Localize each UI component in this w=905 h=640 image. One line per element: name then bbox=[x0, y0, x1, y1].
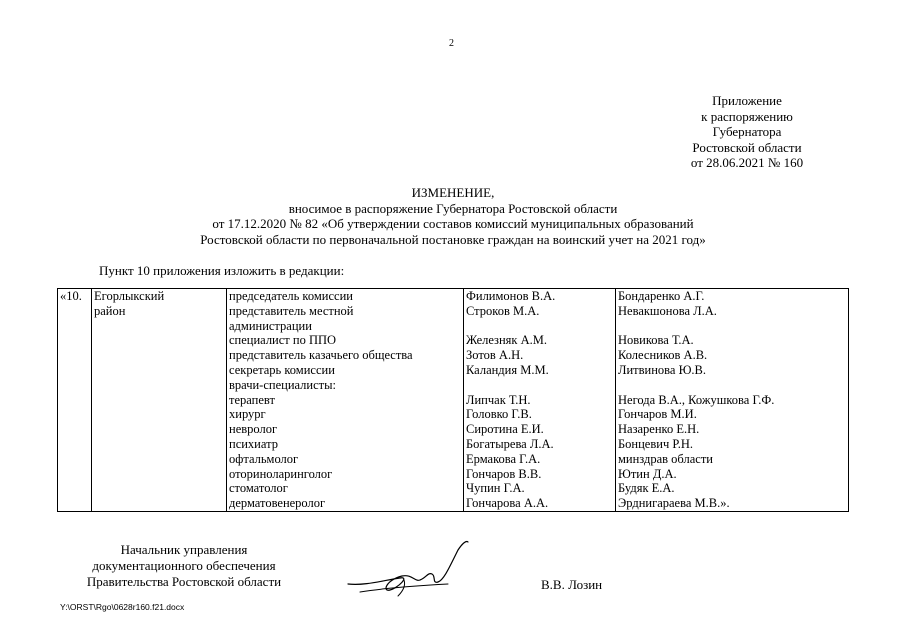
role-line: представитель казачьего общества bbox=[229, 348, 413, 363]
appendix-line: Ростовской области bbox=[692, 139, 802, 155]
appendix-line: Губернатора bbox=[712, 124, 782, 139]
deputy-name bbox=[618, 319, 846, 334]
deputy-name: Литвинова Ю.В. bbox=[618, 362, 707, 377]
heading-line: от 17.12.2020 № 82 «Об утверждении составов комиссий муниципальных образований bbox=[212, 216, 694, 231]
member-name: Гончарова А.А. bbox=[466, 496, 549, 511]
deputy-name: Гончаров М.И. bbox=[618, 407, 697, 422]
member-name: Чупин Г.А. bbox=[466, 481, 525, 496]
role-line: врачи-специалисты: bbox=[229, 377, 336, 392]
deputies-cell bbox=[616, 289, 849, 512]
member-name: Каландия М.М. bbox=[466, 362, 549, 377]
role-line: дерматовенеролог bbox=[229, 496, 326, 511]
deputy-name: Назаренко Е.Н. bbox=[618, 422, 700, 437]
role-line: председатель комиссии bbox=[229, 289, 353, 303]
deputy-name: Ютин Д.А. bbox=[618, 466, 677, 481]
deputy-name: Колесников А.В. bbox=[618, 348, 708, 363]
deputy-name: Невакшонова Л.А. bbox=[618, 303, 717, 318]
member-name: Зотов А.Н. bbox=[466, 348, 524, 363]
document-heading bbox=[80, 185, 826, 247]
members-cell bbox=[464, 289, 616, 512]
member-name: Головко Г.В. bbox=[466, 407, 532, 422]
signer-position bbox=[60, 542, 308, 589]
appendix-line: к распоряжению bbox=[701, 108, 793, 124]
signer-name: В.В. Лозин bbox=[541, 577, 603, 592]
deputy-name: Бонцевич Р.Н. bbox=[618, 436, 694, 451]
deputy-name: Эрднигараева М.В.». bbox=[618, 496, 730, 511]
role-line: администрации bbox=[229, 318, 312, 333]
role-line: психиатр bbox=[229, 436, 278, 451]
member-name bbox=[466, 378, 613, 393]
signer-position-line: документационного обеспечения bbox=[92, 557, 276, 573]
member-name: Богатырева Л.А. bbox=[466, 436, 554, 451]
deputy-name: Бондаренко А.Г. bbox=[618, 289, 705, 303]
heading-title: ИЗМЕНЕНИЕ, bbox=[411, 185, 495, 200]
role-line: специалист по ППО bbox=[229, 333, 337, 348]
table-row bbox=[58, 289, 849, 512]
district-line: Егорлыкский bbox=[94, 289, 165, 303]
signer-position-line: Начальник управления bbox=[120, 542, 248, 557]
district-line: район bbox=[94, 303, 126, 318]
district-cell bbox=[92, 289, 227, 512]
heading-line: Ростовской области по первоначальной постановке граждан на воинский учет на 2021 год» bbox=[200, 231, 706, 247]
role-line: офтальмолог bbox=[229, 451, 299, 466]
member-name: Ермакова Г.А. bbox=[466, 451, 541, 466]
commission-table bbox=[57, 288, 849, 512]
member-name: Липчак Т.Н. bbox=[466, 392, 531, 407]
member-name: Сиротина Е.И. bbox=[466, 422, 544, 437]
deputy-name bbox=[618, 378, 846, 393]
role-line: терапевт bbox=[229, 392, 275, 407]
deputy-name: минздрав области bbox=[618, 451, 713, 466]
heading-line: вносимое в распоряжение Губернатора Ростовской области bbox=[288, 200, 618, 216]
item-number: «10. bbox=[58, 289, 92, 512]
signer-position-line: Правительства Ростовской области bbox=[86, 573, 282, 589]
intro-text: Пункт 10 приложения изложить в редакции: bbox=[99, 263, 345, 278]
page-number: 2 bbox=[449, 38, 454, 49]
deputy-name: Негода В.А., Кожушкова Г.Ф. bbox=[618, 392, 775, 407]
appendix-line: от 28.06.2021 № 160 bbox=[690, 155, 804, 170]
role-line: хирург bbox=[229, 407, 266, 422]
member-name: Гончаров В.В. bbox=[466, 466, 542, 481]
role-line: стоматолог bbox=[229, 481, 288, 496]
deputy-name: Будяк Е.А. bbox=[618, 481, 675, 496]
member-name bbox=[466, 319, 613, 334]
member-name: Железняк А.М. bbox=[466, 333, 548, 348]
file-path: Y:\ORST\Rgo\0628r160.f21.docx bbox=[60, 602, 185, 612]
role-line: секретарь комиссии bbox=[229, 362, 335, 377]
role-line: невролог bbox=[229, 422, 278, 437]
handwritten-signature bbox=[340, 536, 480, 606]
appendix-block bbox=[620, 93, 874, 171]
deputy-name: Новикова Т.А. bbox=[618, 333, 694, 348]
member-name: Строков М.А. bbox=[466, 303, 540, 318]
role-line: оториноларинголог bbox=[229, 466, 333, 481]
roles-cell bbox=[227, 289, 464, 512]
member-name: Филимонов В.А. bbox=[466, 289, 556, 303]
role-line: представитель местной bbox=[229, 303, 354, 318]
appendix-line: Приложение bbox=[712, 93, 782, 108]
